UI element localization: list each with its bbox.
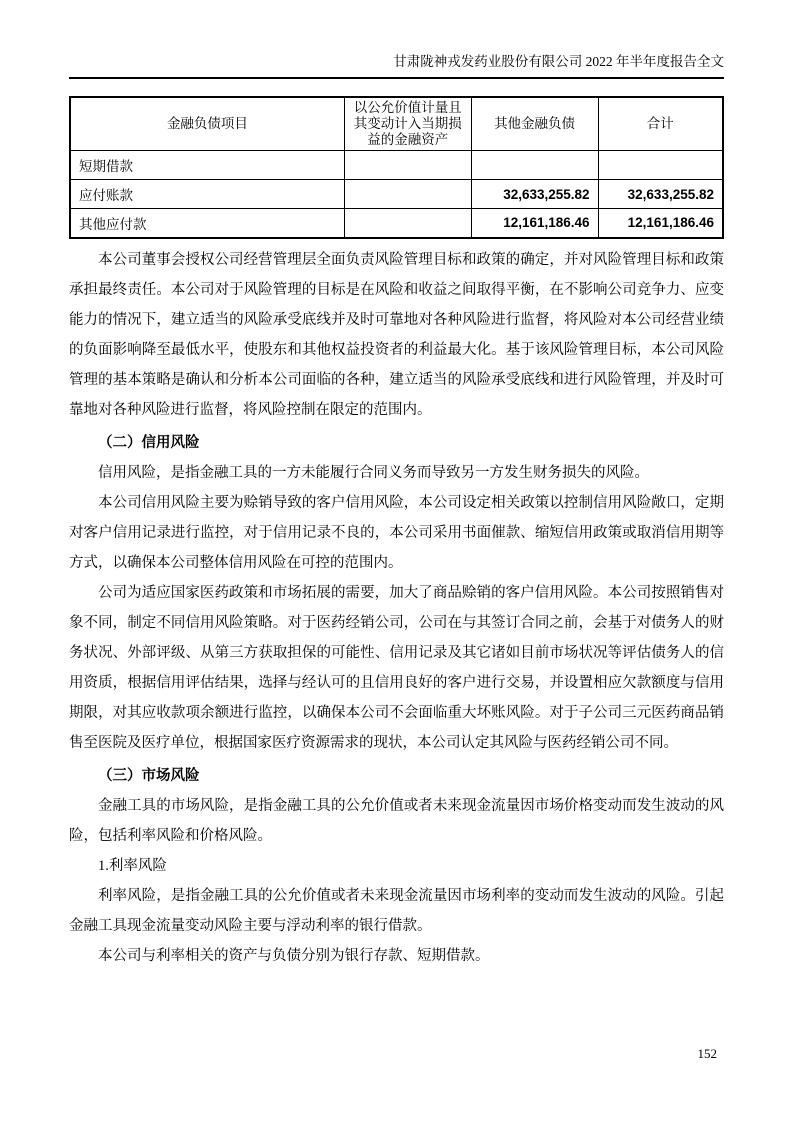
column-header-total: 合计 [598,97,723,151]
table-row-short-term-loans [70,151,723,180]
page-number: 152 [697,1046,717,1061]
table-cell: 12,161,186.46 [598,209,723,238]
subheading-interest-rate-risk: 1.利率风险 [98,857,167,874]
table-cell: 应付账款 [70,180,344,209]
column-header-other-liabilities: 其他金融负债 [471,97,598,151]
paragraph-credit-risk-policy: 本公司信用风险主要为赊销导致的客户信用风险，本公司设定相关政策以控制信用风险敞口，定期对客户信用记录进行监控，对于信用记录不良的，本公司采用书面催款、缩短信用政策或取消信用期等方式，以确保本公司整体信用风险在可控的范围内。 [69,494,724,571]
table-cell: 12,161,186.46 [471,209,598,238]
table-cell [598,151,723,180]
financial-liabilities-table [69,96,724,239]
table-cell [344,151,471,180]
paragraph-credit-risk-strategy: 公司为适应国家医药政策和市场拓展的需要，加大了商品赊销的客户信用风险。本公司按照销售对象不同，制定不同信用风险策略。对于医药经销公司，公司在与其签订合同之前，会基于对债务人的财务状况、外部评级、从第三方获取担保的可能性、信用记录及其它诸如目前市场状况等评估债务人的信用资质，根据信用评估结果，选择与经认可的且信用良好的客户进行交易，并设置相应欠款额度与信用期限，对其应收款项余额进行监控，以确保本公司不会面临重大坏账风险。对于子公司三元医药商品销售至医院及医疗单位，根据国家医疗资源需求的现状，本公司认定其风险与医药经销公司不同。 [69,584,724,751]
paragraph-risk-management-overview: 本公司董事会授权公司经营管理层全面负责风险管理目标和政策的确定，并对风险管理目标和政策承担最终责任。本公司对于风险管理的目标是在风险和收益之间取得平衡，在不影响公司竞争力、应变能力的情况下，建立适当的风险承受底线并及时可靠地对各种风险进行监督，将风险对本公司经营业绩的负面影响降至最低水平，使股东和其他权益投资者的利益最大化。基于该风险管理目标，本公司风险管理的基本策略是确认和分析本公司面临的各种，建立适当的风险承受底线和进行风险管理，并及时可靠地对各种风险进行监督，将风险控制在限定的范围内。 [69,251,724,418]
table-cell [471,151,598,180]
paragraph-interest-rate-risk-definition: 利率风险，是指金融工具的公允价值或者未来现金流量因市场利率的变动而发生波动的风险。引起金融工具现金流量变动风险主要与浮动利率的银行借款。 [69,887,724,934]
report-body [69,245,724,971]
table-header-row [70,97,723,151]
paragraph-interest-rate-assets-liabilities: 本公司与利率相关的资产与负债分别为银行存款、短期借款。 [98,947,490,964]
report-header-title: 甘肃陇神戎发药业股份有限公司 2022 年半年度报告全文 [69,52,724,79]
paragraph-credit-risk-definition: 信用风险，是指金融工具的一方未能履行合同义务而导致另一方发生财务损失的风险。 [98,464,649,481]
table-cell: 32,633,255.82 [598,180,723,209]
paragraph-market-risk-definition: 金融工具的市场风险，是指金融工具的公允价值或者未来现金流量因市场价格变动而发生波动的风险，包括利率风险和价格风险。 [69,797,724,844]
table-cell: 短期借款 [70,151,344,180]
table-cell: 32,633,255.82 [471,180,598,209]
table-row-other-payables [70,209,723,238]
heading-market-risk: （三）市场风险 [98,767,200,784]
column-header-liability-item: 金融负债项目 [70,97,344,151]
heading-credit-risk: （二）信用风险 [98,434,200,451]
table-cell: 其他应付款 [70,209,344,238]
table-row-accounts-payable [70,180,723,209]
column-header-fvtpl-assets: 以公允价值计量且其变动计入当期损益的金融资产 [344,97,471,151]
table-cell [344,209,471,238]
table-cell [344,180,471,209]
